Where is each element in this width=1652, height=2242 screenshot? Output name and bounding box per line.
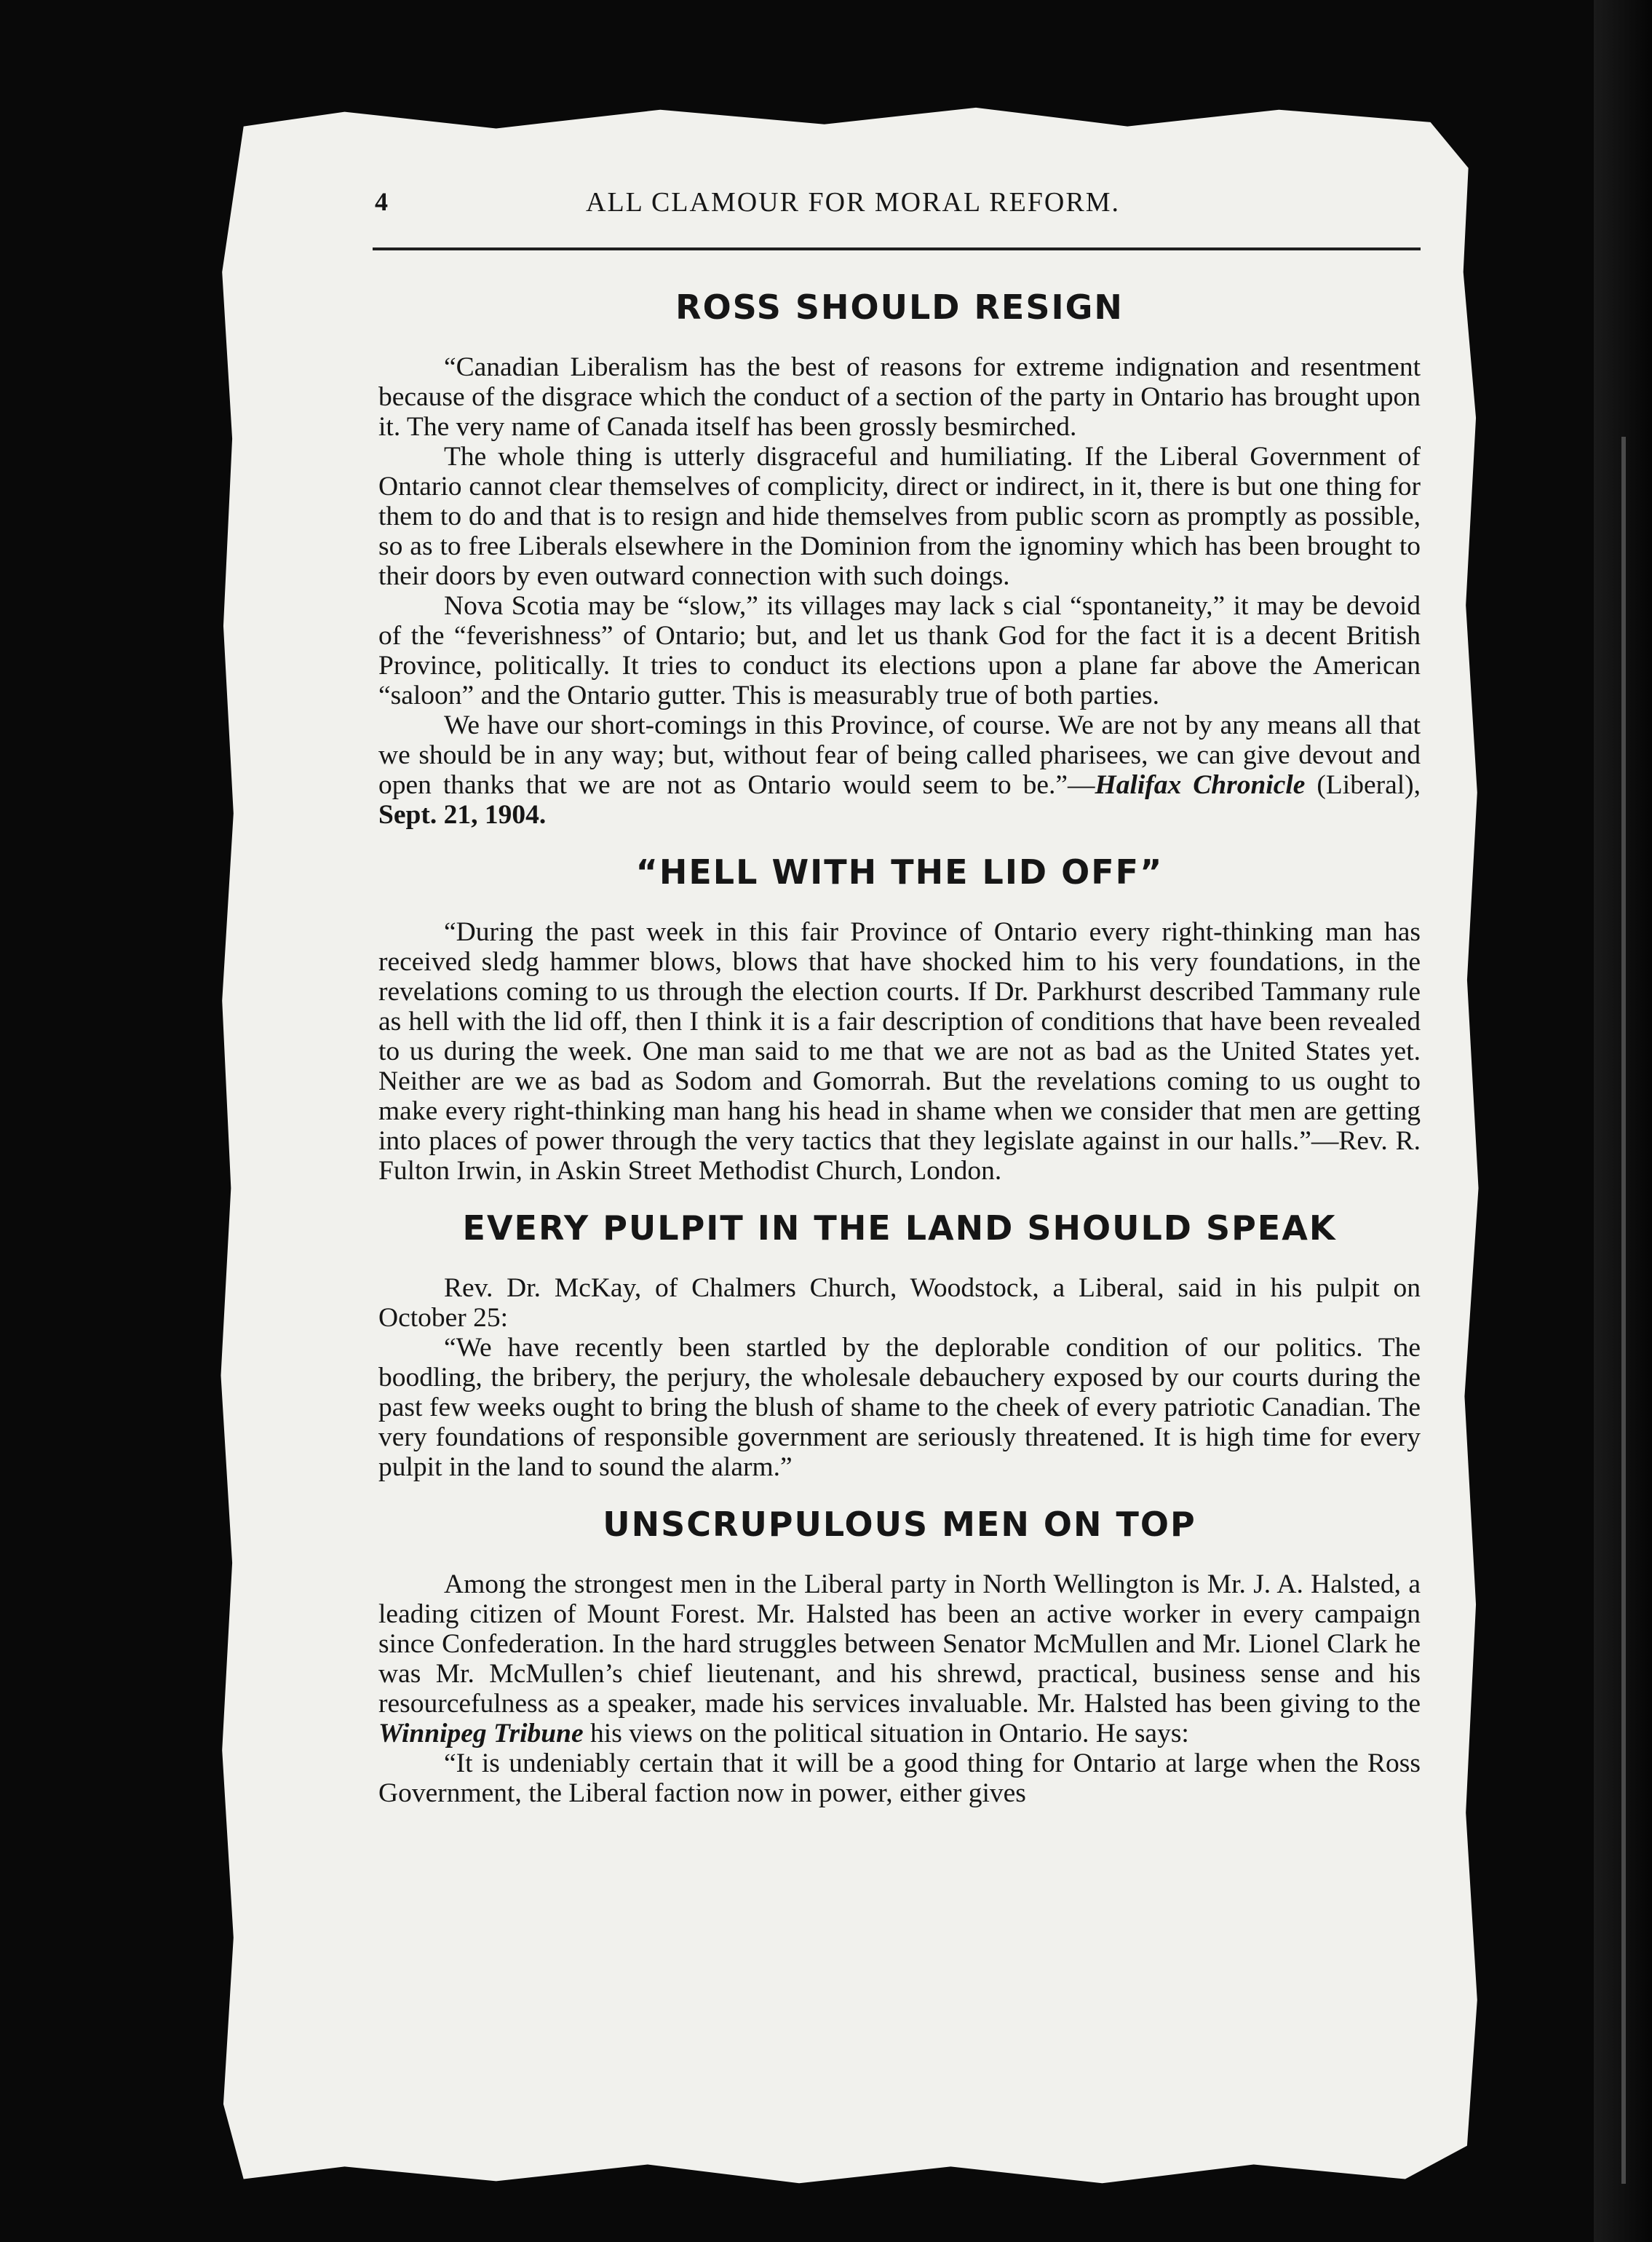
paragraph: “We have recently been startled by the deplorable condition of our politics. The boodling, the bribery, the perjury, the wholesale debauchery exposed by our courts during the past few weeks ought to bring the blush of shame to the cheek of every patriotic Canadian. The very foundations of responsible government are seriously threatened. It is high time for every pulpit in the land to sound the alarm.” [378,1333,1421,1482]
running-header [375,183,1423,227]
section-heading: ROSS SHOULD RESIGN [675,288,1124,327]
source-title: Halifax Chronicle [1095,770,1306,800]
source-affiliation: (Liberal), [1305,770,1421,800]
paragraph: Rev. Dr. McKay, of Chalmers Church, Woodstock, a Liberal, said in his pulpit on October 25: [378,1273,1421,1333]
section-heading: “HELL WITH THE LID OFF” [635,852,1164,892]
source-title: Winnipeg Tribune [378,1719,584,1748]
paragraph-text: Among the strongest men in the Liberal party in North Wellington is Mr. J. A. Halsted, a leading citizen of Mount Forest. Mr. Halsted has been an active worker in every campaign since Confederation. In the hard struggles between Senator McMullen and Mr. Lionel Clark he was Mr. McMullen’s chief lieutenant, and his shrewd, practical, business sense and his resourcefulness as a speaker, made his services invaluable. Mr. Halsted has been giving to the [378,1569,1421,1719]
header-rule [373,247,1421,250]
section-heading: EVERY PULPIT IN THE LAND SHOULD SPEAK [462,1208,1337,1248]
page-number: 4 [375,187,388,216]
paragraph-text: his views on the political situation in Ontario. He says: [583,1719,1189,1748]
binding-edge [1621,437,1626,2184]
article-body [378,284,1421,1808]
source-date: Sept. 21, 1904. [378,800,547,830]
section-unscrupulous-men [378,1501,1421,1808]
paragraph [378,710,1421,830]
paragraph-text: We have our short-comings in this Province, of course. We are not by any means all that we should be in any way; but, without fear of being called pharisees, we can give devout and open thanks that we are not as Ontario would seem to be.”— [378,710,1421,800]
paragraph [378,1569,1421,1748]
running-title: ALL CLAMOUR FOR MORAL REFORM. [586,187,1120,218]
paragraph: “Canadian Liberalism has the best of reasons for extreme indignation and resentment because of the disgrace which the conduct of a section of the party in Ontario has brought upon it. The very name of Canada itself has been grossly besmirched. [378,352,1421,442]
section-heading: UNSCRUPULOUS MEN ON TOP [603,1505,1196,1544]
paragraph: The whole thing is utterly disgraceful and humiliating. If the Liberal Government of Ontario cannot clear themselves of complicity, direct or indirect, in it, there is but one thing for them to do and that is to resign and hide themselves from public scorn as promptly as possible, so as to free Liberals elsewhere in the Dominion from the ignominy which has been brought to their doors by even outward connection with such doings. [378,442,1421,591]
section-ross-should-resign [378,284,1421,830]
paragraph: “During the past week in this fair Province of Ontario every right-thinking man has received sledg hammer blows, blows that have shocked him to his very foundations, in the revelations coming to us through the election courts. If Dr. Parkhurst described Tammany rule as hell with the lid off, then I think it is a fair description of conditions that have been revealed to us during the week. One man said to me that we are not as bad as the United States yet. Neither are we as bad as Sodom and Gomorrah. But the revelations coming to us ought to make every right-thinking man hang his head in shame when we consider that men are getting into places of power through the very tactics that they legislate against in our halls.”—Rev. R. Fulton Irwin, in Askin Street Methodist Church, London. [378,917,1421,1186]
paragraph: Nova Scotia may be “slow,” its villages may lack s cial “spontaneity,” it may be devoid of the “feverishness” of Ontario; but, and let us thank God for the fact it is a decent British Province, politically. It tries to conduct its elections upon a plane far above the American “saloon” and the Ontario gutter. This is measurably true of both parties. [378,591,1421,710]
section-every-pulpit [378,1205,1421,1482]
section-hell-with-the-lid-off [378,849,1421,1186]
paragraph: “It is undeniably certain that it will be a good thing for Ontario at large when the Ross Government, the Liberal faction now in power, either gives [378,1748,1421,1808]
